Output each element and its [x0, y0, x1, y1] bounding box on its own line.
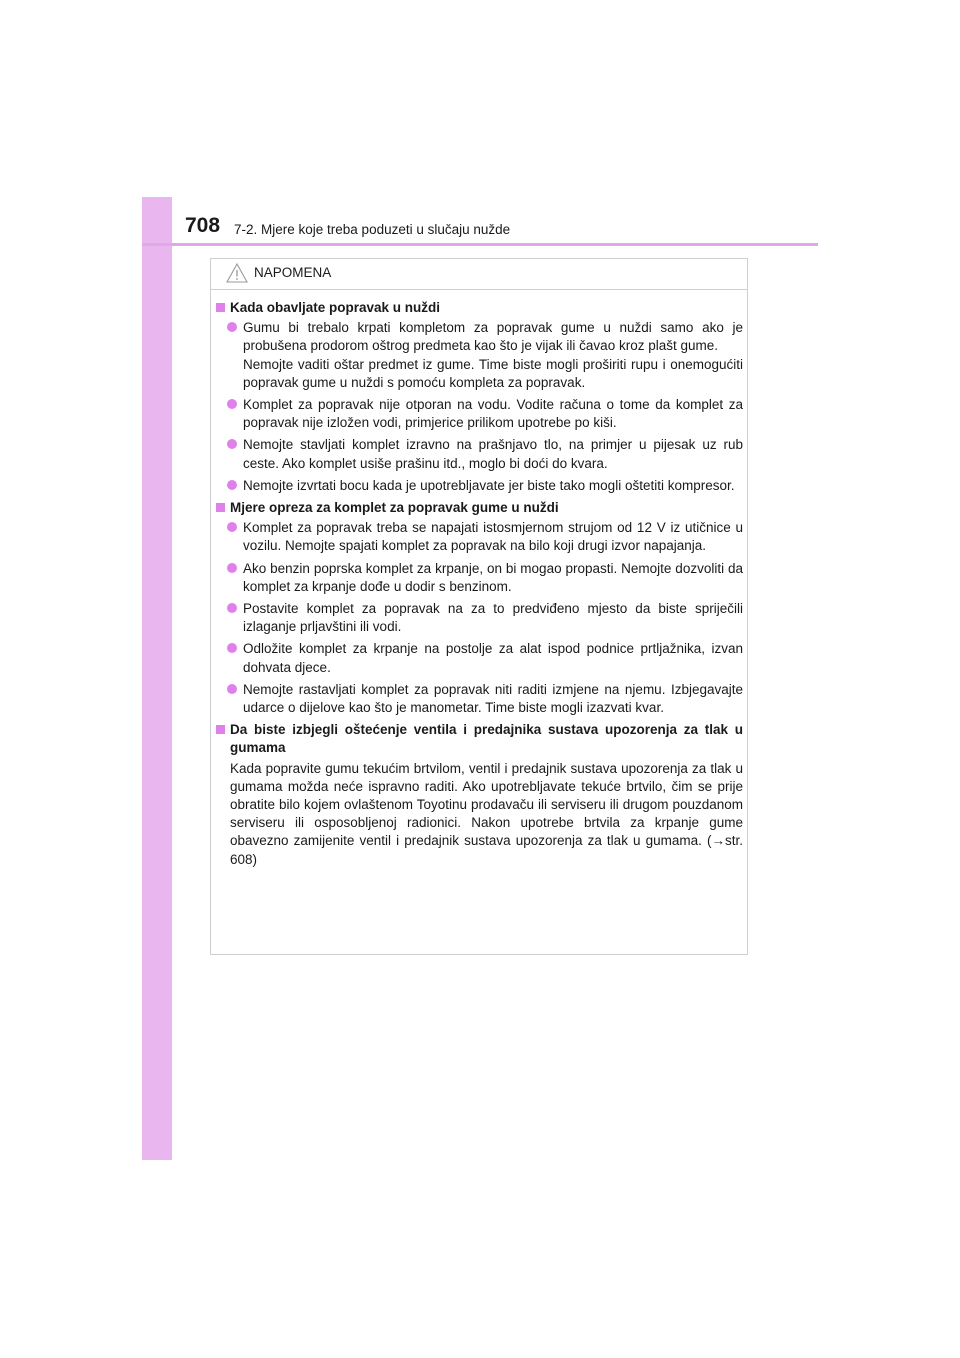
list-item: [216, 477, 743, 495]
round-bullet-icon: [227, 522, 237, 532]
item-text: Nemojte stavljati komplet izravno na prašnjavo tlo, na primjer u pijesak uz rub ceste. Ako komplet usiše prašinu itd., moglo bi doći do kvara.: [243, 437, 743, 471]
list-item: [216, 600, 743, 636]
round-bullet-icon: [227, 480, 237, 490]
notice-label: NAPOMENA: [254, 265, 332, 280]
list-item: [216, 560, 743, 596]
round-bullet-icon: [227, 563, 237, 573]
round-bullet-icon: [227, 399, 237, 409]
section-heading: [216, 299, 743, 317]
round-bullet-icon: [227, 643, 237, 653]
square-bullet-icon: [216, 303, 225, 312]
list-item: [216, 519, 743, 555]
section-heading-text: Kada obavljate popravak u nuždi: [230, 300, 441, 315]
square-bullet-icon: [216, 725, 225, 734]
section-heading-text: Da biste izbjegli oštećenje ventila i predajnika sustava upozorenja za tlak u gumama: [230, 722, 743, 756]
item-text: Ako benzin poprska komplet za krpanje, on bi mogao propasti. Nemojte dozvoliti da komplet za krpanje dođe u dodir s benzinom.: [243, 560, 743, 594]
item-text: Gumu bi trebalo krpati kompletom za popravak gume u nuždi samo ako je probušena prodorom oštrog predmeta kao što je vijak ili čavao kroz plašt gume.: [243, 320, 743, 354]
item-text: Nemojte izvrtati bocu kada je upotrebljavate jer biste tako mogli oštetiti kompresor.: [243, 477, 735, 493]
warning-triangle-icon: [226, 263, 248, 283]
list-item: [216, 681, 743, 717]
item-text: Postavite komplet za popravak na za to predviđeno mjesto da biste spriječili izlaganje prljavštini ili vodi.: [243, 601, 743, 635]
round-bullet-icon: [227, 439, 237, 449]
list-item: [216, 436, 743, 472]
square-bullet-icon: [216, 503, 225, 512]
section-heading: [216, 721, 743, 757]
round-bullet-icon: [227, 684, 237, 694]
header-rule: [142, 243, 818, 246]
item-text: Nemojte vaditi oštar predmet iz gume. Time biste mogli proširiti rupu i onemogućiti popravak gume u nuždi s pomoću kompleta za popravak.: [243, 356, 743, 390]
page-number: 708: [185, 214, 221, 237]
item-text: Komplet za popravak nije otporan na vodu. Vodite računa o tome da komplet za popravak nije izložen vodi, primjerice prilikom upotrebe po kiši.: [243, 397, 743, 431]
item-text: Komplet za popravak treba se napajati istosmjernom strujom od 12 V iz utičnice u vozilu. Nemojte spajati komplet za popravak na bilo koji drugi izvor napajanja.: [243, 520, 743, 554]
list-item: [216, 319, 743, 392]
section-heading-text: Mjere opreza za komplet za popravak gume u nuždi: [230, 500, 559, 516]
section-paragraph: Kada popravite gumu tekućim brtvilom, ventil i predajnik sustava upozorenja za tlak u gumama možda neće ispravno raditi. Ako upotrebljavate tekuće brtvilo, čim se prije obratite bilo kojem ovlaštenom Toyotinu prodavaču ili serviseru ili drugom pouzdanom serviseru ili osposobljenoj radionici. Nakon upotrebe brtvila za krpanje gume obavezno zamijenite ventil i predajnik sustava upozorenja za tlak u gumama. (→str. 608): [230, 760, 743, 867]
notice-header: [211, 259, 747, 290]
item-text: Odložite komplet za krpanje na postolje za alat ispod podnice prtljažnika, izvan dohvata djece.: [243, 641, 743, 675]
round-bullet-icon: [227, 603, 237, 613]
notice-box: [210, 258, 748, 955]
round-bullet-icon: [227, 322, 237, 332]
section-title: 7-2. Mjere koje treba poduzeti u slučaju nužde: [234, 222, 511, 237]
section-heading: [216, 499, 743, 517]
list-item: [216, 396, 743, 432]
chapter-sidebar-tab: [142, 197, 172, 1160]
list-item: [216, 640, 743, 676]
notice-body: [216, 299, 743, 869]
item-text: Nemojte rastavljati komplet za popravak niti raditi izmjene na njemu. Izbjegavajte udarce o dijelove kao što je manometar. Time biste mogli izazvati kvar.: [243, 681, 743, 716]
